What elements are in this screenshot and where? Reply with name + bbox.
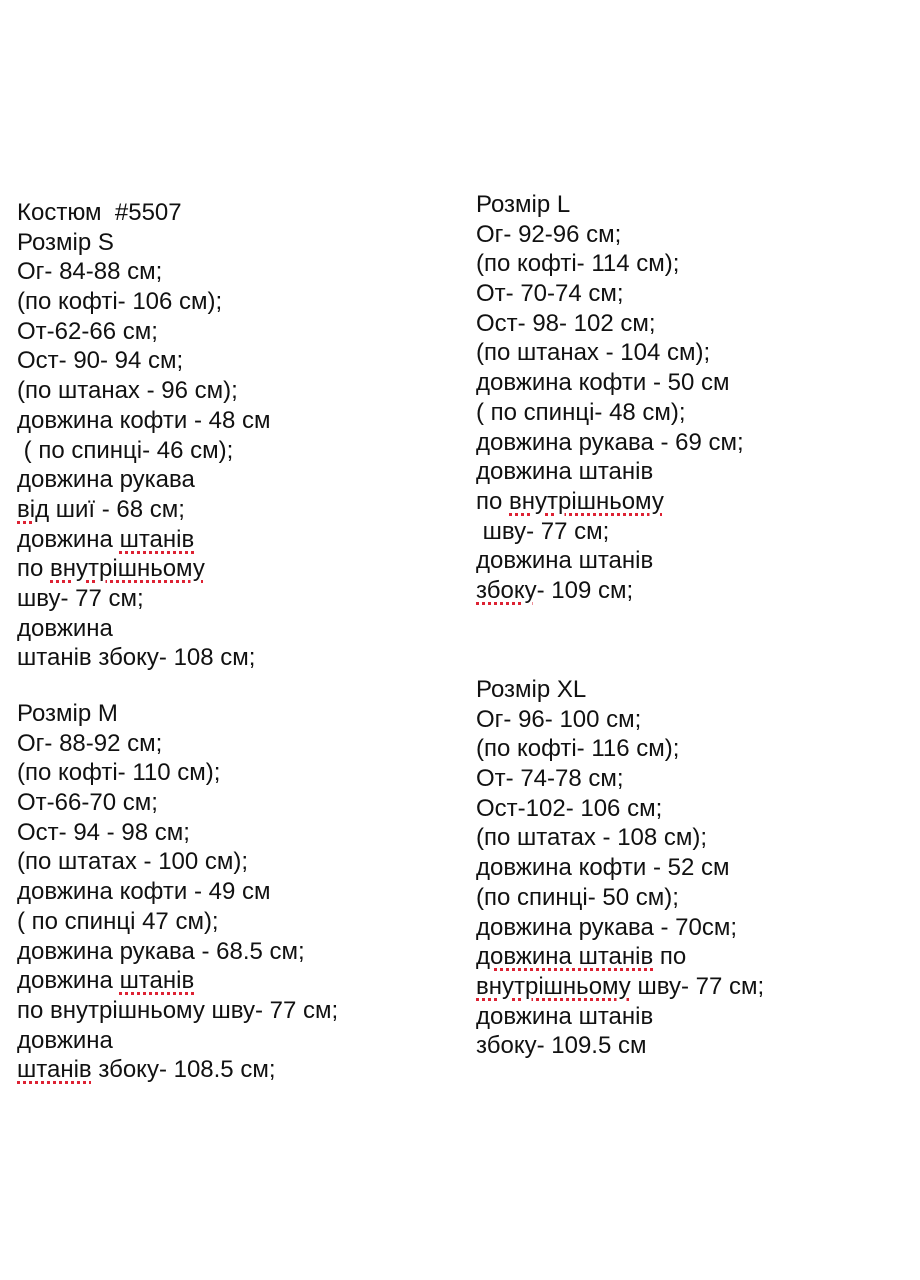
spellcheck-flagged-word: від [17,495,50,523]
text-segment: Ост- 90- 94 см; [17,347,184,375]
text-segment: по [17,555,51,583]
text-line [476,309,744,339]
text-segment: довжина [17,967,120,995]
text-segment: - 109 см; [536,576,634,604]
text-line [476,249,744,279]
text-line [476,853,764,883]
text-line [476,398,744,428]
text-line [17,966,338,996]
text-line [476,457,744,487]
text-segment: Ог- 92-96 см; [476,220,622,248]
text-line [17,1055,338,1085]
text-line [17,937,338,967]
text-line [476,1031,764,1061]
text-segment: ( по спинці 47 см); [17,907,219,935]
text-line [17,788,338,818]
text-segment: довжина рукава - 69 см; [476,428,744,456]
text-segment: шву- 77 см; [476,517,610,545]
text-line [476,972,764,1002]
text-segment: довжина [17,614,113,642]
text-line [476,517,744,547]
text-line [476,734,764,764]
text-segment: довжина штанів [476,1002,654,1030]
size-xl-block [476,675,764,1061]
text-segment: збоку- 109.5 см [476,1032,647,1060]
text-segment: Розмір XL [476,676,587,703]
size-l-block [476,190,744,606]
text-line [17,729,338,759]
text-line [476,338,744,368]
text-segment: по внутрішньому шву- 77 см; [17,996,339,1024]
spellcheck-flagged-word: штанів [119,967,195,995]
text-line [17,257,271,287]
text-line [17,907,338,937]
text-segment: (по кофті- 116 см); [476,735,680,763]
text-line [17,699,338,729]
text-line [476,913,764,943]
text-segment: довжина кофти - 48 см [17,406,271,434]
text-line [17,554,271,584]
text-segment: шву- 77 см; [17,584,144,612]
text-segment: Костюм #5507 [17,199,182,226]
text-segment: Ост- 98- 102 см; [476,309,656,337]
text-line [17,346,271,376]
text-segment: (по кофті- 110 см); [17,759,221,787]
text-segment: довжина рукава [17,466,195,494]
text-line [17,198,271,228]
text-segment: Ог- 84-88 см; [17,258,163,286]
text-segment: довжина кофти - 50 см [476,369,730,397]
spellcheck-flagged-word: внутрішньому [509,487,664,515]
text-line [17,317,271,347]
text-line [17,525,271,555]
text-line [476,546,744,576]
text-segment: довжина рукава - 70см; [476,913,738,941]
text-line [17,465,271,495]
text-line [17,436,271,466]
text-segment: по [653,943,687,971]
size-s-block [17,198,271,673]
text-segment: От-62-66 см; [17,317,158,345]
text-line [17,1026,338,1056]
text-line [17,996,338,1026]
spellcheck-flagged-word: штанів [119,525,195,553]
text-segment: Розмір L [476,191,571,218]
text-line [17,818,338,848]
text-line [476,705,764,735]
text-segment: по [476,487,510,515]
text-segment: довжина рукава - 68.5 см; [17,937,305,965]
text-segment: довжина штанів [476,458,654,486]
spellcheck-flagged-word: збоку [476,576,537,604]
text-segment: (по штатах - 108 см); [476,824,708,852]
text-line [476,190,744,220]
text-line [476,764,764,794]
text-line [476,883,764,913]
text-segment: Ост-102- 106 см; [476,794,663,822]
text-line [476,942,764,972]
text-segment: Ост- 94 - 98 см; [17,818,190,846]
text-line [17,758,338,788]
text-segment: (по штанах - 96 см); [17,377,238,405]
text-line [476,279,744,309]
text-line [476,220,744,250]
text-segment: Ог- 88-92 см; [17,729,163,757]
text-segment: (по штатах - 100 см); [17,848,249,876]
text-line [17,614,271,644]
text-line [476,1002,764,1032]
text-line [17,584,271,614]
text-segment: штанів збоку- 108 см; [17,644,256,672]
text-line [17,495,271,525]
text-line [476,428,744,458]
text-segment: От-66-70 см; [17,789,158,817]
text-segment: збоку- 108.5 см; [91,1056,276,1084]
text-segment: (по кофті- 106 см); [17,288,223,316]
text-segment: Розмір S [17,228,114,256]
text-segment: довжина штанів [476,547,654,575]
text-line [17,287,271,317]
text-segment: довжина кофти - 49 см [17,878,271,906]
spellcheck-flagged-word: довжина штанів [476,943,654,971]
text-segment: довжина [17,1026,113,1054]
text-segment: шиї - 68 см; [49,495,185,523]
text-segment: шву- 77 см; [630,972,765,1000]
text-segment: (по штанах - 104 см); [476,339,711,367]
text-line [17,847,338,877]
text-line [17,376,271,406]
text-line [17,643,271,673]
size-m-block [17,699,338,1085]
text-line [476,576,744,606]
text-segment: довжина [17,525,120,553]
text-segment: Розмір M [17,700,118,727]
text-segment: (по спинці- 50 см); [476,883,679,911]
text-line [476,368,744,398]
text-line [17,228,271,258]
text-segment: От- 74-78 см; [476,765,624,793]
spellcheck-flagged-word: штанів [17,1056,92,1084]
text-segment: (по кофті- 114 см); [476,250,680,278]
text-line [476,823,764,853]
text-segment: ( по спинці- 46 см); [17,436,234,464]
spellcheck-flagged-word: внутрішньому [50,555,205,583]
text-line [17,877,338,907]
text-line [476,794,764,824]
text-segment: довжина кофти - 52 см [476,854,730,882]
text-line [476,675,764,705]
text-segment: Ог- 96- 100 см; [476,705,642,733]
text-line [476,487,744,517]
text-segment: От- 70-74 см; [476,280,624,308]
text-segment: ( по спинці- 48 см); [476,398,686,426]
spellcheck-flagged-word: внутрішньому [476,972,631,1000]
text-line [17,406,271,436]
